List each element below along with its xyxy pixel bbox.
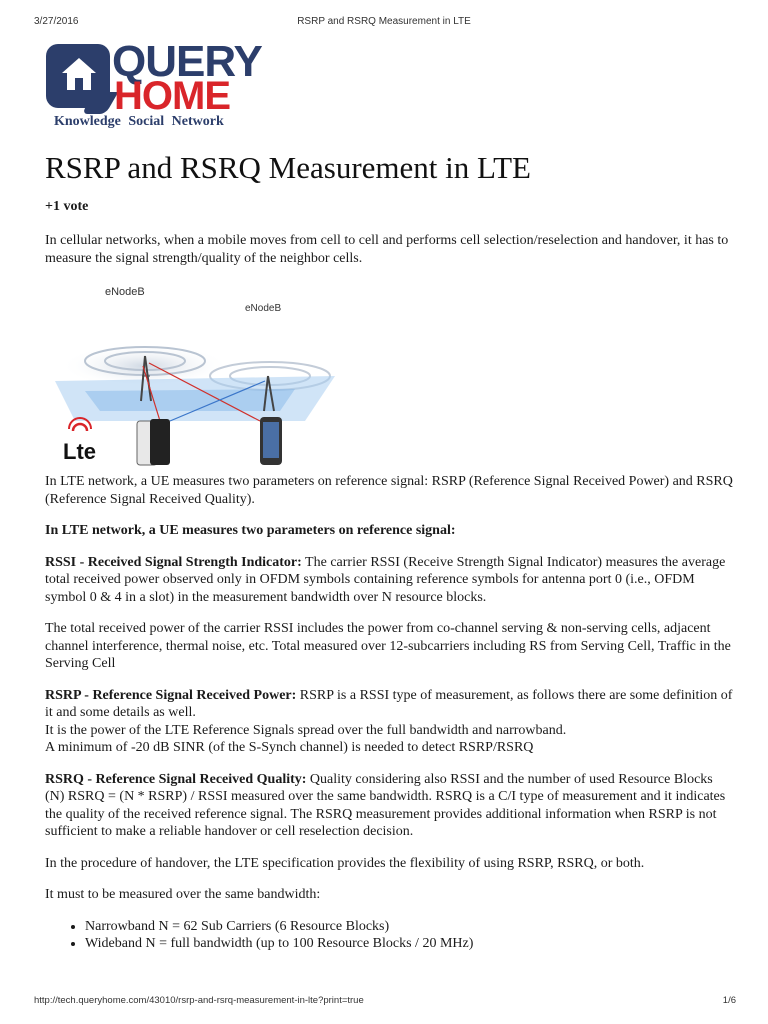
print-header-title: RSRP and RSRQ Measurement in LTE: [297, 16, 471, 27]
queryhome-logo[interactable]: [44, 37, 264, 135]
logo-query-text: QUERY: [112, 37, 262, 86]
list-item: • Wideband N = full bandwidth (up to 100 Resource Blocks / 20 MHz): [85, 935, 735, 953]
lte-network-illustration: [45, 281, 735, 469]
lte-paragraph: In LTE network, a UE measures two parameters on reference signal: RSRP (Reference Signal Received Power) and RSRQ (Reference Signal Received Quality).: [45, 474, 733, 507]
article-body: [45, 232, 735, 953]
rsrq-term: RSRQ - Reference Signal Received Quality:: [45, 771, 307, 787]
house-icon: [58, 54, 100, 96]
bandwidth-list: [45, 918, 735, 953]
logo-home-text: HOME: [114, 74, 230, 118]
article-title: RSRP and RSRQ Measurement in LTE: [45, 150, 531, 185]
page-number: 1/6: [722, 995, 736, 1006]
enodeb-label-left: eNodeB: [105, 286, 145, 298]
vote-count[interactable]: +1 vote: [45, 199, 89, 214]
lte-bold-paragraph: In LTE network, a UE measures two parameters on reference signal:: [45, 523, 456, 538]
rsrp-text: RSRP is a RSSI type of measurement, as follows there are some definition of it and some details as well.: [45, 687, 733, 720]
rsrq-text: Quality considering also RSSI and the number of used Resource Blocks (N) RSRQ = (N * RSRP) / RSSI measured over the same bandwidth. RSRQ is a C/I type of measurement and it indicates the quality of the received reference signal. The RSRQ measurement provides additional information when RSRP is not sufficient to make a reliable handover or cell reselection decision.: [45, 771, 726, 839]
rsrq-paragraph: [45, 771, 735, 841]
print-date: 3/27/2016: [34, 16, 79, 27]
rssi-paragraph: [45, 554, 735, 607]
rssi-text: The carrier RSSI (Receive Strength Signal Indicator) measures the average total received power observed only in OFDM symbols containing reference symbols for antenna port 0 (i.e., OFDM symbol 0 & 4 in a slot) in the measurement bandwidth over N resource blocks.: [45, 554, 726, 605]
total-power-paragraph: The total received power of the carrier RSSI includes the power from co-channel serving & non-serving cells, adjacent channel interference, thermal noise, etc. Total measured over 12-subcarriers including RS from Serving Cell, Traffic in the Serving Cell: [45, 621, 731, 671]
bandwidth-paragraph: It must to be measured over the same bandwidth:: [45, 887, 321, 902]
print-url: http://tech.queryhome.com/43010/rsrp-and-rsrq-measurement-in-lte?print=true: [34, 995, 364, 1006]
handover-paragraph: In the procedure of handover, the LTE specification provides the flexibility of using RSRP, RSRQ, or both.: [45, 855, 645, 871]
rsrp-paragraph: [45, 687, 735, 757]
rsrp-line-3: A minimum of -20 dB SINR (of the S-Synch channel) is needed to detect RSRP/RSRQ: [45, 740, 534, 755]
rsrp-term: RSRP - Reference Signal Received Power:: [45, 687, 297, 703]
rssi-term: RSSI - Received Signal Strength Indicator:: [45, 554, 302, 570]
enodeb-label-right: eNodeB: [245, 303, 282, 314]
logo-tagline: Knowledge Social Network: [54, 114, 224, 129]
list-item: • Narrowband N = 62 Sub Carriers (6 Resource Blocks): [85, 918, 735, 936]
lte-logo-text: Lte: [63, 439, 96, 464]
enodeb-diagram: [45, 281, 345, 469]
intro-paragraph: In cellular networks, when a mobile moves from cell to cell and performs cell selection/reselection and handover, it has to measure the signal strength/quality of the neighbor cells.: [45, 233, 729, 266]
rsrp-line-2: It is the power of the LTE Reference Signals spread over the full bandwidth and narrowband.: [45, 722, 567, 738]
